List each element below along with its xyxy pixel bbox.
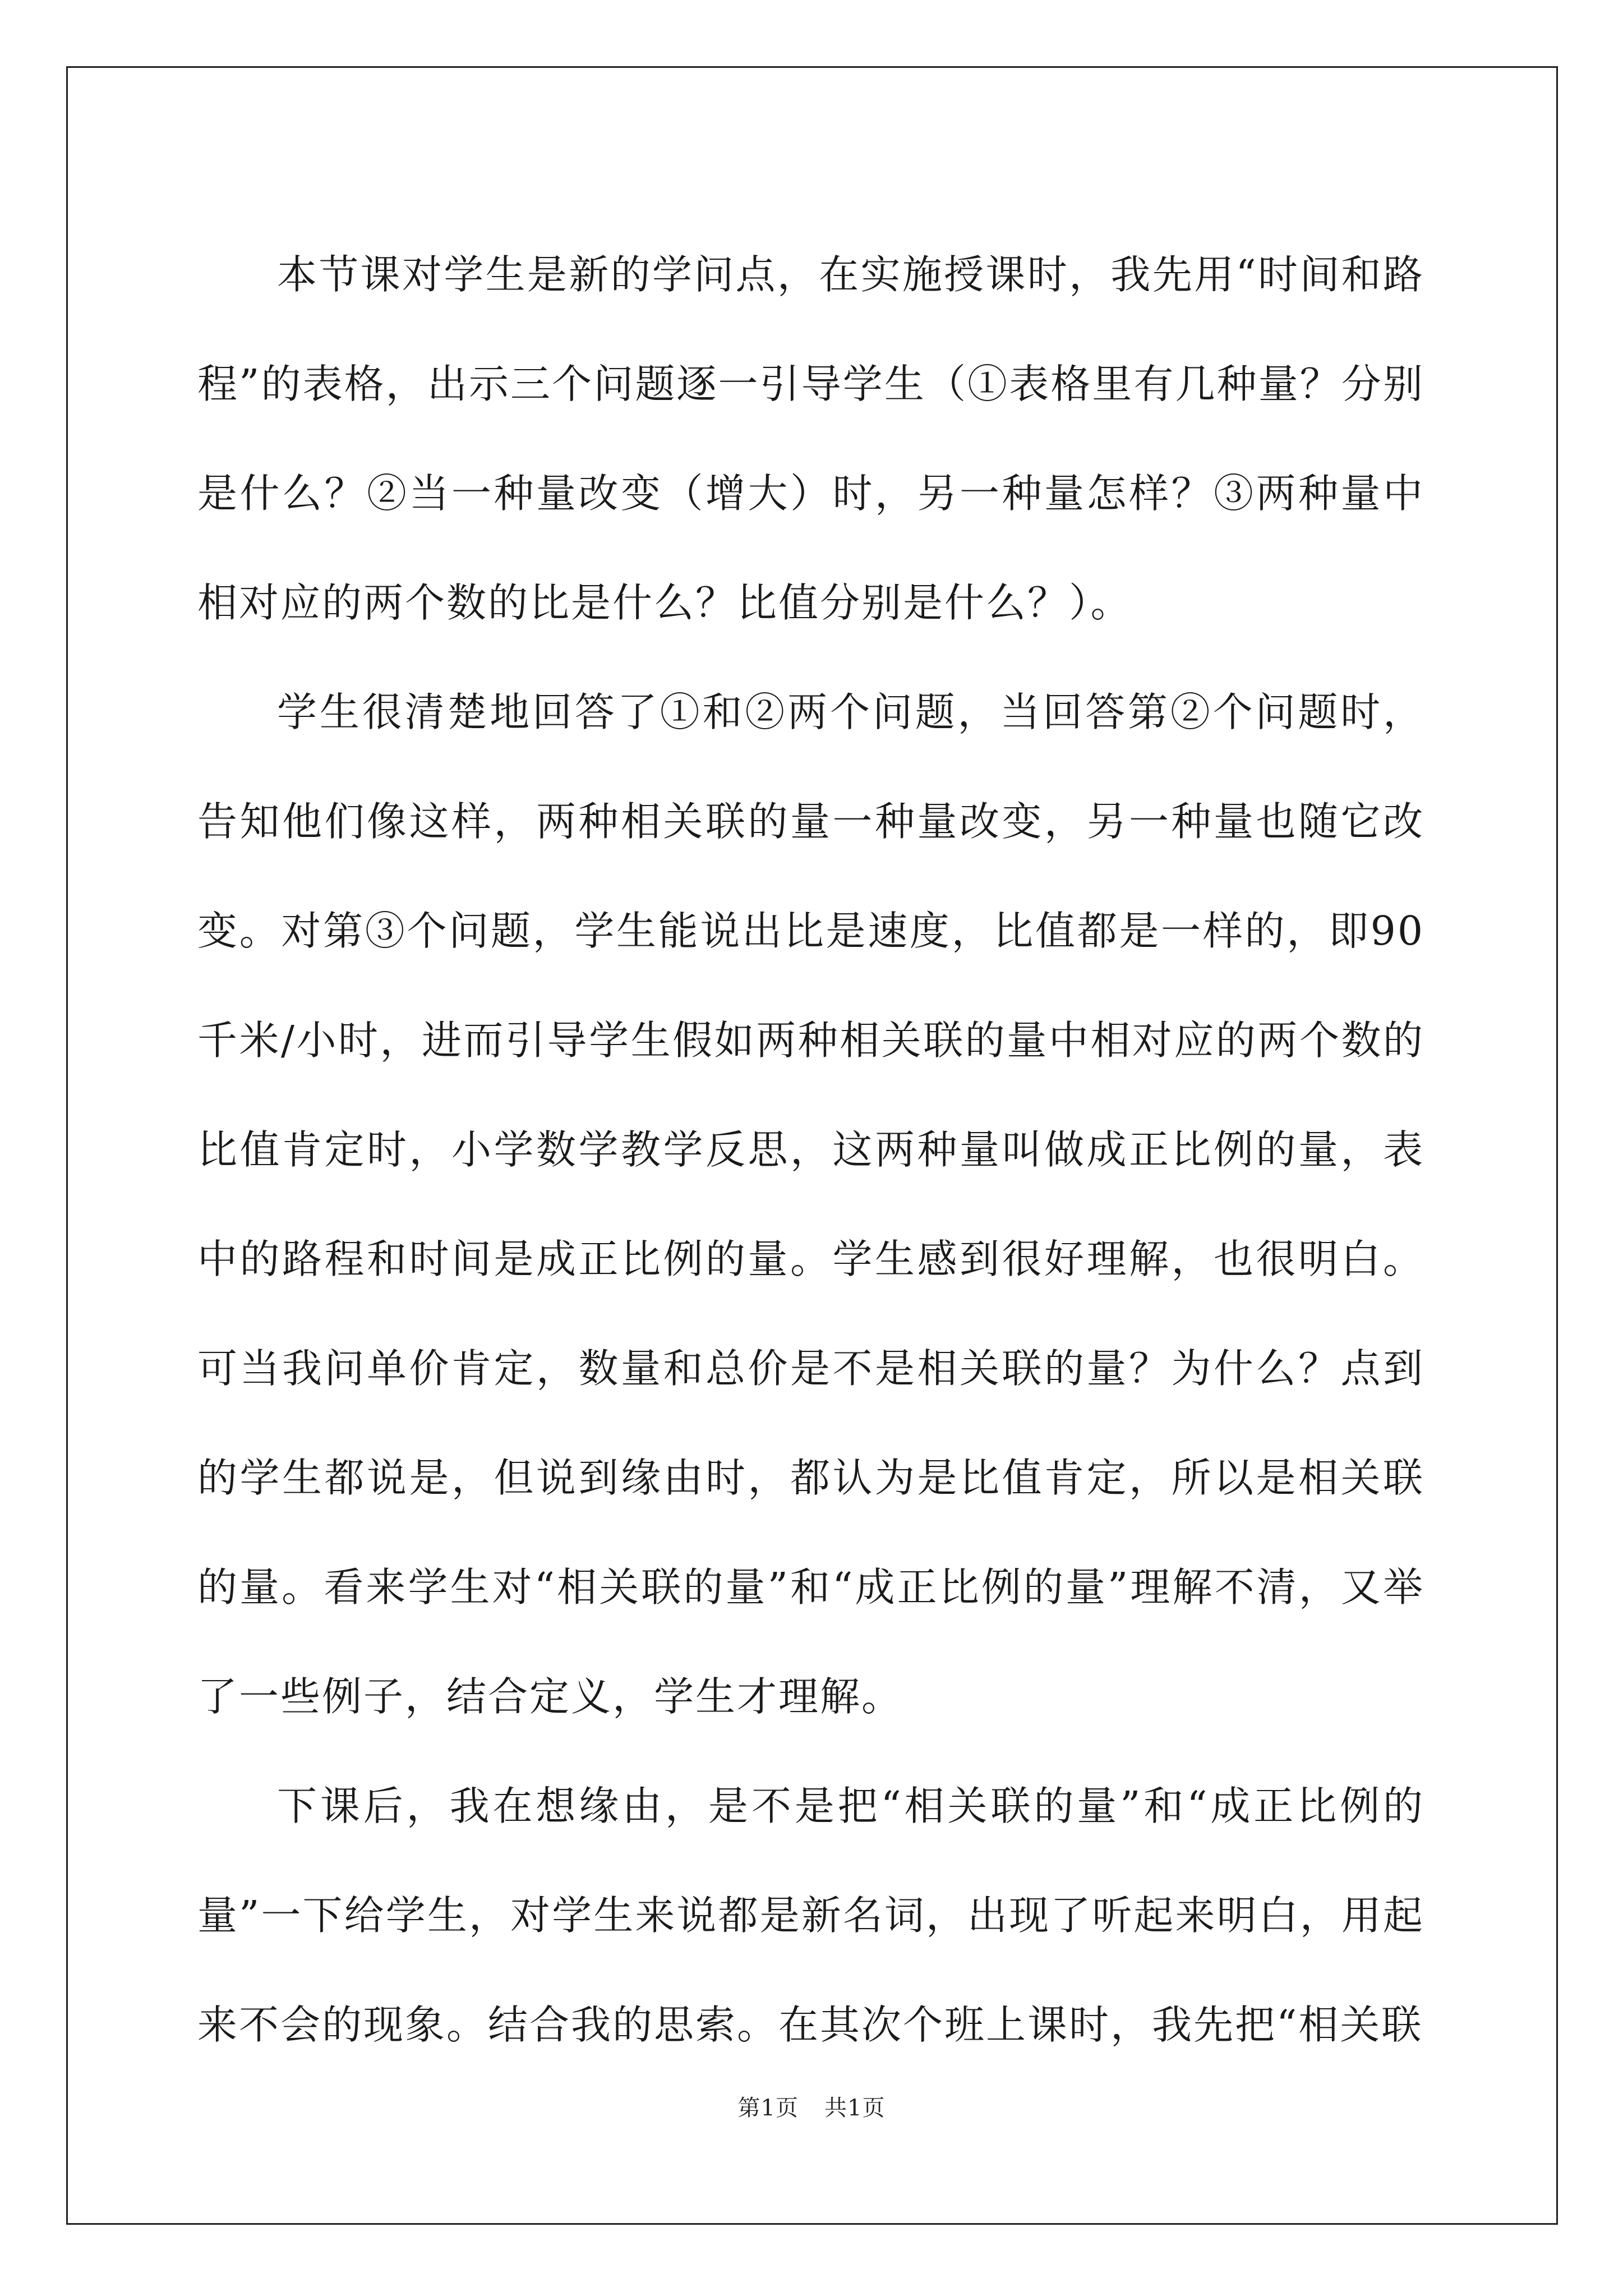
page-footer	[0, 2091, 1623, 2125]
paragraph-2: 学生很清楚地回答了①和②两个问题，当回答第②个问题时，告知他们像这样，两种相关联的量一种量改变，另一种量也随它改变。对第③个问题，学生能说出比是速度，比值都是一样的，即90千米/小时，进而引导学生假如两种相关联的量中相对应的两个数的比值肯定时，小学数学教学反思，这两种量叫做成正比例的量，表中的路程和时间是成正比例的量。学生感到很好理解，也很明白。可当我问单价肯定，数量和总价是不是相关联的量？为什么？点到的学生都说是，但说到缘由时，都认为是比值肯定，所以是相关联的量。看来学生对“相关联的量”和“成正比例的量”理解不清，又举了一些例子，结合定义，学生才理解。	[197, 689, 1424, 1720]
page-number: 第1页	[737, 2095, 799, 2121]
total-pages: 共1页	[824, 2095, 886, 2121]
paragraph-3: 下课后，我在想缘由，是不是把“相关联的量”和“成正比例的量”一下给学生，对学生来说都是新名词，出现了听起来明白，用起来不会的现象。结合我的思索。在其次个班上课时，我先把“相关联	[197, 1783, 1424, 2048]
paragraph-1: 本节课对学生是新的学问点，在实施授课时，我先用“时间和路程”的表格，出示三个问题逐一引导学生（①表格里有几种量？分别是什么？②当一种量改变（增大）时，另一种量怎样？③两种量中相对应的两个数的比是什么？比值分别是什么？）。	[197, 251, 1424, 626]
document-body	[197, 220, 1424, 2079]
